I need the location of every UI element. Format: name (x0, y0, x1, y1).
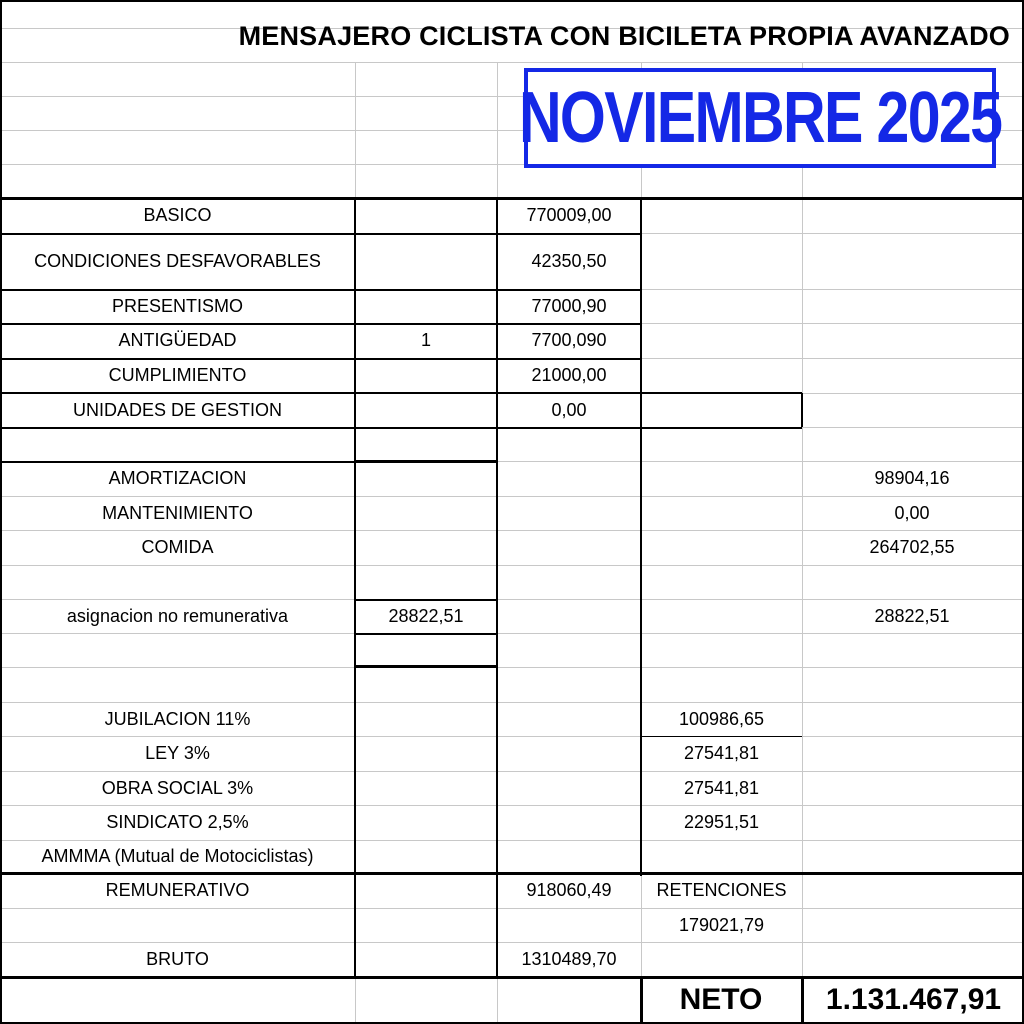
month-banner (518, 68, 1002, 168)
row-value (497, 565, 641, 599)
row-label: OBRA SOCIAL 3% (101, 777, 254, 798)
row-value (497, 840, 641, 873)
row-value (355, 702, 497, 736)
row-label (0, 633, 355, 667)
row-value: 100986,65 (678, 708, 765, 729)
row-label: AMMMA (Mutual de Motociclistas) (41, 846, 314, 866)
row-value: 1310489,70 (521, 948, 617, 969)
row-value (355, 771, 497, 805)
row-value (355, 461, 497, 496)
row-value (497, 530, 641, 565)
row-value: 770009,00 (526, 205, 612, 225)
row-value (641, 840, 802, 873)
row-value (355, 427, 497, 461)
row-value (355, 667, 497, 702)
row-value (802, 427, 1022, 461)
row-value (497, 908, 641, 942)
row-value (355, 633, 497, 667)
row-label: CUMPLIMIENTO (108, 365, 247, 385)
row-value (641, 667, 802, 702)
row-value: 0,00 (551, 399, 587, 420)
row-value: 42350,50 (531, 250, 607, 271)
row-value (802, 289, 1022, 323)
row-label: MANTENIMIENTO (102, 502, 253, 523)
row-label: JUBILACION 11% (104, 708, 251, 729)
row-label: UNIDADES DE GESTION (72, 399, 283, 420)
row-value (641, 599, 802, 633)
row-value (802, 840, 1022, 873)
row-value (641, 393, 802, 427)
row-value (802, 942, 1022, 976)
row-value: 77000,90 (531, 295, 607, 316)
row-label: asignacion no remunerativa (66, 605, 289, 626)
row-value: 179021,79 (678, 914, 765, 935)
row-value (641, 565, 802, 599)
border-top (0, 0, 1024, 2)
row-value (641, 633, 802, 667)
row-label: BASICO (143, 205, 212, 225)
row-value (641, 427, 802, 461)
row-value (641, 942, 802, 976)
neto-value: 1.131.467,91 (825, 983, 1002, 1016)
row-value (802, 323, 1022, 358)
row-value: 98904,16 (874, 468, 950, 488)
row-value (355, 233, 497, 289)
row-value (641, 461, 802, 496)
row-value: RETENCIONES (656, 880, 787, 900)
row-value (802, 633, 1022, 667)
row-value (355, 393, 497, 427)
row-label: PRESENTISMO (111, 295, 244, 316)
row-value (497, 599, 641, 633)
row-value (802, 358, 1022, 393)
row-value (497, 771, 641, 805)
row-value (802, 736, 1022, 771)
row-value (497, 496, 641, 530)
row-value (802, 702, 1022, 736)
row-value (497, 702, 641, 736)
row-value: 22951,51 (683, 812, 760, 832)
row-value (641, 358, 802, 393)
row-label (0, 667, 355, 702)
row-value: 27541,81 (683, 743, 760, 763)
row-label: LEY 3% (145, 743, 210, 763)
row-label: AMORTIZACION (108, 468, 247, 488)
row-value (355, 496, 497, 530)
month-label: NOVIEMBRE 2025 (518, 78, 1002, 158)
row-value (355, 565, 497, 599)
row-value: 1 (420, 330, 431, 350)
row-value (355, 358, 497, 393)
row-value (355, 289, 497, 323)
row-value (802, 233, 1022, 289)
gridline-v (497, 62, 498, 198)
sheet-title: MENSAJERO CICLISTA CON BICILETA PROPIA AVANZADO (238, 20, 1010, 51)
row-value (497, 461, 641, 496)
row-label (0, 565, 355, 599)
row-value (355, 198, 497, 233)
row-value: 28822,51 (388, 605, 464, 626)
row-label: COMIDA (141, 537, 214, 557)
row-value (802, 771, 1022, 805)
row-value (802, 565, 1022, 599)
row-label: REMUNERATIVO (105, 880, 250, 900)
row-label (0, 908, 355, 942)
row-value (641, 323, 802, 358)
row-value: 21000,00 (531, 365, 607, 385)
row-value (355, 530, 497, 565)
row-value (355, 840, 497, 873)
row-value (497, 427, 641, 461)
row-value (802, 908, 1022, 942)
row-label: ANTIGÜEDAD (118, 330, 237, 350)
row-value (497, 805, 641, 840)
row-value (802, 667, 1022, 702)
row-value (355, 736, 497, 771)
row-value (497, 667, 641, 702)
row-value (355, 805, 497, 840)
row-value (802, 198, 1022, 233)
row-value: 918060,49 (526, 880, 612, 900)
row-value (355, 908, 497, 942)
row-label: SINDICATO 2,5% (106, 812, 249, 832)
row-value (355, 873, 497, 908)
row-value: 7700,090 (531, 330, 607, 350)
row-value (497, 736, 641, 771)
gridline-h (0, 62, 1024, 63)
row-value (802, 393, 1022, 427)
row-value (641, 289, 802, 323)
row-value (641, 198, 802, 233)
row-value: 0,00 (894, 502, 930, 523)
row-value (355, 942, 497, 976)
row-value: 28822,51 (874, 605, 950, 626)
row-value (802, 805, 1022, 840)
row-value (641, 233, 802, 289)
neto-label: NETO (679, 983, 763, 1016)
row-value: 264702,55 (869, 537, 955, 557)
row-value (641, 496, 802, 530)
gridline-v (355, 62, 356, 198)
row-label: BRUTO (146, 948, 209, 969)
row-value (802, 873, 1022, 908)
row-label: CONDICIONES DESFAVORABLES (34, 250, 321, 271)
row-label (0, 427, 355, 461)
row-value (497, 633, 641, 667)
row-value: 27541,81 (683, 777, 760, 798)
row-value (641, 530, 802, 565)
